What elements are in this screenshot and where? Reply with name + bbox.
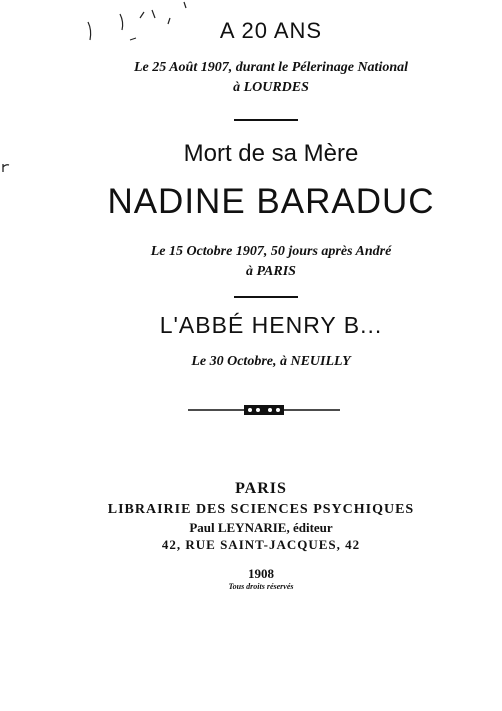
section-divider xyxy=(234,119,298,121)
abbe-date-line: Le 30 Octobre, à NEUILLY xyxy=(191,354,351,369)
imprint-city: PARIS xyxy=(235,480,287,497)
abbe-name: L'ABBÉ HENRY B... xyxy=(159,312,383,338)
ornament-divider xyxy=(188,400,340,420)
imprint-year: 1908 xyxy=(248,566,274,581)
section-divider xyxy=(234,296,298,298)
imprint-publisher: LIBRAIRIE DES SCIENCES PSYCHIQUES xyxy=(107,502,415,517)
imprint-editor: Paul LEYNARIE, éditeur xyxy=(189,520,333,535)
mother-title: Mort de sa Mère xyxy=(183,140,359,167)
lourdes-date-line: Le 25 Août 1907, durant le Pélerinage National xyxy=(133,60,409,75)
imprint-rights: Tous droits réservés xyxy=(228,582,294,591)
imprint-address: 42, RUE SAINT-JACQUES, 42 xyxy=(161,537,361,552)
lourdes-place-line: à LOURDES xyxy=(233,80,309,95)
mother-date-line: Le 15 Octobre 1907, 50 jours après André xyxy=(150,244,392,259)
mother-place-line: à PARIS xyxy=(246,264,296,279)
age-heading: A 20 ANS xyxy=(219,18,323,43)
mother-name: NADINE BARADUC xyxy=(107,182,435,221)
